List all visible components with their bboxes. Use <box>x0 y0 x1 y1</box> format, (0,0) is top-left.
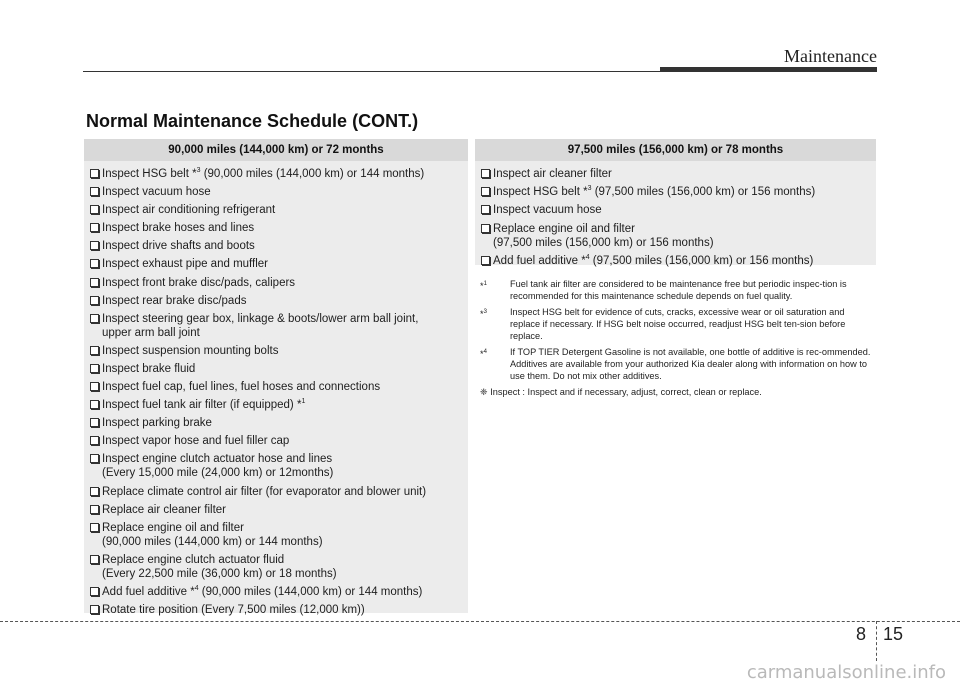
footnote-ref: 4 <box>585 253 590 261</box>
checklist-item <box>84 275 468 293</box>
chapter-header-title: Maintenance <box>784 46 877 66</box>
item-text: Inspect parking brake <box>102 417 212 430</box>
checkbox-icon <box>90 314 99 323</box>
checkbox-icon <box>90 605 99 614</box>
checklist-item <box>84 397 468 415</box>
item-text: Add fuel additive * <box>493 254 586 267</box>
item-text-rest: (97,500 miles (156,000 km) or 156 months) <box>591 186 816 199</box>
item-text: Replace engine oil and filter <box>102 521 244 534</box>
section-title: Normal Maintenance Schedule (CONT.) <box>86 111 419 131</box>
checklist-item <box>84 484 468 502</box>
checklist-item <box>475 221 876 253</box>
page-number: 15 <box>883 624 904 644</box>
checkbox-icon <box>90 400 99 409</box>
footnote-ref: 4 <box>194 585 199 593</box>
checklist-item <box>84 502 468 520</box>
checkbox-icon <box>90 259 99 268</box>
checkbox-icon <box>481 169 490 178</box>
item-text: Inspect air cleaner filter <box>493 168 612 180</box>
checklist <box>475 161 876 271</box>
checklist-item <box>84 451 468 483</box>
checkbox-icon <box>90 241 99 250</box>
checkbox-icon <box>90 346 99 355</box>
footnote-text: Inspect HSG belt for evidence of cuts, cracks, excessive wear or oil saturation and replace if necessary. If HSG belt noise occurred, readjust HSG belt ten-sion before replace. <box>510 307 846 341</box>
item-text-line2: (Every 15,000 mile (24,000 km) or 12months) <box>102 467 334 480</box>
item-text-rest: (90,000 miles (144,000 km) or 144 months) <box>198 585 423 598</box>
checklist-item <box>475 202 876 220</box>
footnote-text: Fuel tank air filter are considered to be maintenance free but periodic inspec-tion is recommended for this maintenance schedule depends on fuel quality. <box>510 279 847 301</box>
checkbox-icon <box>90 436 99 445</box>
checklist-item <box>84 311 468 343</box>
checkbox-icon <box>481 224 490 233</box>
checklist-item <box>84 293 468 311</box>
checklist-item <box>84 433 468 451</box>
header-rule <box>83 71 660 72</box>
checklist-item <box>84 202 468 220</box>
footnote <box>480 278 876 302</box>
checkbox-icon <box>90 418 99 427</box>
checkbox-icon <box>90 278 99 287</box>
item-text: Inspect vacuum hose <box>493 204 602 217</box>
checkbox-icon <box>90 364 99 373</box>
checkbox-icon <box>90 296 99 305</box>
footnote-marker: *$^3$ <box>480 309 487 320</box>
panel-heading: 90,000 miles (144,000 km) or 72 months <box>84 139 468 161</box>
checklist-item <box>84 379 468 397</box>
checkbox-icon <box>90 223 99 232</box>
checklist-item <box>84 415 468 433</box>
footer-rule <box>0 621 960 622</box>
schedule-panel-90000 <box>84 139 468 616</box>
checklist-item <box>84 166 468 184</box>
checklist-item <box>475 166 876 184</box>
footnotes <box>480 278 876 398</box>
checklist-item <box>84 256 468 274</box>
checkbox-icon <box>90 169 99 178</box>
footnote <box>480 306 876 342</box>
item-text: Inspect drive shafts and boots <box>102 240 255 253</box>
checkbox-icon <box>90 205 99 214</box>
checkbox-icon <box>90 382 99 391</box>
header-rule-accent <box>660 67 877 72</box>
checkbox-icon <box>90 505 99 514</box>
item-text: Inspect brake hoses and lines <box>102 222 255 235</box>
item-text: Inspect suspension mounting bolts <box>102 344 279 357</box>
item-text: Replace air cleaner filter <box>102 503 227 516</box>
checklist-item <box>475 184 876 202</box>
item-text: Inspect brake fluid <box>102 362 196 375</box>
item-text-rest: (97,500 miles (156,000 km) or 156 months) <box>589 254 814 267</box>
footnote-ref: 3 <box>196 167 201 175</box>
checklist-item <box>84 343 468 361</box>
checkbox-icon <box>90 555 99 564</box>
checkbox-icon <box>90 487 99 496</box>
checklist <box>84 161 468 620</box>
item-text: Add fuel additive * <box>102 585 195 598</box>
item-text-line2: (Every 22,500 mile (36,000 km) or 18 months) <box>102 567 337 580</box>
item-text: Inspect vapor hose and fuel filler cap <box>102 435 290 448</box>
item-text-rest: (90,000 miles (144,000 km) or 144 months) <box>200 168 425 180</box>
footnote-ref: 3 <box>587 185 592 193</box>
checklist-item <box>84 184 468 202</box>
page-number-divider <box>876 621 877 661</box>
item-text-line2: (90,000 miles (144,000 km) or 144 months) <box>102 535 323 548</box>
checklist-item <box>84 220 468 238</box>
panel-heading: 97,500 miles (156,000 km) or 78 months <box>475 139 876 161</box>
footnote-marker: *$^1$ <box>480 281 487 292</box>
item-text: Inspect air conditioning refrigerant <box>102 204 276 217</box>
checkbox-icon <box>481 256 490 265</box>
item-text: Inspect exhaust pipe and muffler <box>102 258 269 271</box>
checkbox-icon <box>90 523 99 532</box>
item-text: Replace climate control air filter (for evaporator and blower unit) <box>102 485 427 498</box>
checklist-item <box>84 552 468 584</box>
chapter-number: 8 <box>856 624 867 644</box>
item-text: Inspect steering gear box, linkage & boots/lower arm ball joint, <box>102 312 419 325</box>
schedule-panel-97500 <box>475 139 876 265</box>
checklist-item <box>84 584 468 602</box>
checkbox-icon <box>481 187 490 196</box>
checklist-item <box>475 253 876 271</box>
checkbox-icon <box>90 187 99 196</box>
footnote-ref: 1 <box>301 398 306 406</box>
item-text: Inspect fuel cap, fuel lines, fuel hoses and connections <box>102 381 381 394</box>
item-text: Replace engine oil and filter <box>493 222 635 235</box>
item-text-line2: upper arm ball joint <box>102 326 200 339</box>
checklist-item <box>84 238 468 256</box>
item-text: Inspect HSG belt * <box>102 168 197 180</box>
inspect-definition: ❈ Inspect : Inspect and if necessary, adjust, correct, clean or replace. <box>480 387 762 397</box>
item-text: Inspect fuel tank air filter (if equipped) * <box>102 399 302 412</box>
item-text: Inspect front brake disc/pads, calipers <box>102 276 296 289</box>
item-text: Inspect rear brake disc/pads <box>102 294 247 307</box>
checklist-item <box>84 361 468 379</box>
item-text: Inspect engine clutch actuator hose and lines <box>102 453 333 466</box>
footnote-text: If TOP TIER Detergent Gasoline is not available, one bottle of additive is rec-ommended. Additives are available from your authorized Kia dealer along with information on how to use them. Do not mix other additives. <box>510 347 871 381</box>
checkbox-icon <box>481 205 490 214</box>
checklist-item <box>84 602 468 620</box>
checkbox-icon <box>90 454 99 463</box>
watermark: carmanualsonline.info <box>746 662 946 683</box>
item-text-line2: (97,500 miles (156,000 km) or 156 months) <box>493 236 714 249</box>
item-text: Inspect HSG belt * <box>493 186 588 199</box>
checklist-item <box>84 520 468 552</box>
checkbox-icon <box>90 587 99 596</box>
footnote-marker: *$^4$ <box>480 349 487 360</box>
item-text: Rotate tire position (Every 7,500 miles (12,000 km)) <box>102 603 365 616</box>
footnote <box>480 346 876 382</box>
item-text: Replace engine clutch actuator fluid <box>102 553 285 566</box>
item-text: Inspect vacuum hose <box>102 186 211 199</box>
